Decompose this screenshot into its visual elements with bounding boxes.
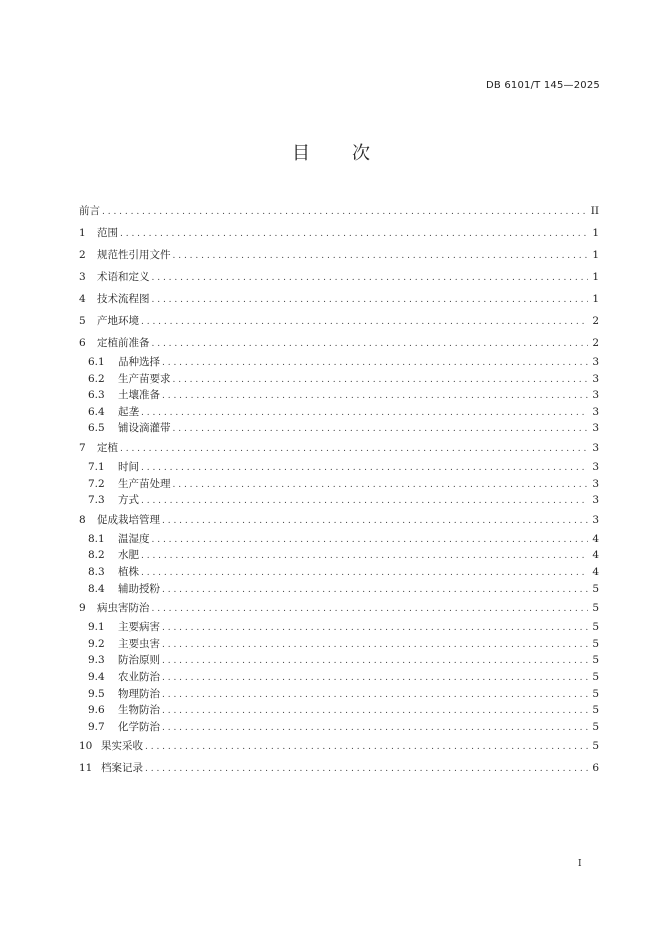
toc-entry[interactable] [79, 531, 599, 548]
toc-entry-page: 3 [592, 441, 599, 454]
toc-entry[interactable] [79, 310, 599, 332]
toc-entry-number: 8.4 [88, 582, 105, 595]
toc-entry-number: 6.5 [88, 422, 105, 435]
toc-leader-dots [162, 703, 588, 720]
toc-entry-number: 8.1 [88, 532, 105, 545]
toc-entry-number: 6.3 [88, 389, 105, 402]
toc-entry[interactable] [79, 476, 599, 493]
toc-entry-label: 品种选择 [118, 356, 160, 368]
toc-entry-page: 2 [592, 315, 599, 327]
toc-entry-number: 9 [79, 602, 86, 615]
toc-entry-page: II [590, 205, 599, 217]
toc-entry-page: 5 [592, 654, 599, 667]
toc-entry-number: 8 [79, 513, 86, 526]
toc-entry-label: 产地环境 [97, 315, 139, 327]
toc-entry-page: 5 [592, 720, 599, 733]
toc-entry-label: 前言 [79, 205, 100, 217]
toc-leader-dots [145, 736, 588, 758]
toc-leader-dots [162, 620, 588, 637]
toc-entry-label: 果实采收 [101, 740, 143, 753]
toc-entry[interactable] [79, 735, 599, 757]
toc-entry-page: 2 [592, 337, 599, 349]
toc-leader-dots [162, 355, 588, 372]
toc-entry[interactable] [79, 564, 599, 581]
toc-entry-label: 定植前准备 [97, 337, 150, 349]
toc-leader-dots [162, 637, 588, 654]
toc-entry-number: 10 [79, 740, 93, 753]
toc-entry-label: 植株 [118, 565, 139, 578]
toc-entry[interactable] [79, 509, 599, 531]
table-of-contents [79, 200, 599, 779]
toc-leader-dots [141, 548, 588, 565]
toc-leader-dots [162, 687, 588, 704]
toc-entry-number: 9.3 [88, 654, 105, 667]
toc-entry-number: 11 [79, 762, 93, 775]
toc-leader-dots [162, 653, 588, 670]
toc-leader-dots [162, 582, 588, 599]
toc-entry[interactable] [79, 702, 599, 719]
toc-entry-number: 9.6 [88, 704, 105, 717]
toc-entry[interactable] [79, 636, 599, 653]
toc-entry-label: 农业防治 [118, 670, 160, 683]
toc-entry-number: 6.2 [88, 372, 105, 385]
toc-entry[interactable] [79, 387, 599, 404]
toc-entry-label: 范围 [97, 227, 118, 239]
toc-entry-number: 7.1 [88, 460, 105, 473]
toc-entry[interactable] [79, 719, 599, 736]
toc-entry-page: 5 [592, 670, 599, 683]
toc-entry-label: 辅助授粉 [118, 582, 160, 595]
toc-leader-dots [145, 758, 588, 780]
toc-entry-page: 3 [592, 460, 599, 473]
toc-leader-dots [102, 201, 587, 223]
toc-entry[interactable] [79, 652, 599, 669]
toc-entry-number: 9.1 [88, 621, 105, 634]
toc-entry-page: 5 [592, 740, 599, 753]
toc-entry[interactable] [79, 244, 599, 266]
toc-entry-page: 4 [592, 549, 599, 562]
toc-leader-dots [162, 670, 588, 687]
toc-entry-label: 水肥 [118, 549, 139, 562]
toc-leader-dots [173, 245, 589, 267]
toc-entry[interactable] [79, 581, 599, 598]
toc-entry-label: 规范性引用文件 [97, 249, 171, 261]
toc-entry-label: 技术流程图 [97, 293, 150, 305]
toc-entry[interactable] [79, 597, 599, 619]
toc-entry[interactable] [79, 547, 599, 564]
document-code: DB 6101/T 145—2025 [486, 80, 600, 91]
title-char-right: 次 [352, 143, 370, 164]
title-char-left: 目 [292, 143, 310, 164]
toc-entry-label: 物理防治 [118, 687, 160, 700]
toc-leader-dots [162, 510, 588, 532]
toc-leader-dots [152, 289, 589, 311]
toc-entry-number: 1 [79, 227, 86, 239]
toc-entry-page: 1 [592, 271, 599, 283]
toc-leader-dots [152, 598, 589, 620]
toc-entry-page: 1 [592, 227, 599, 239]
toc-entry-number: 5 [79, 315, 86, 327]
toc-entry[interactable] [79, 420, 599, 437]
toc-leader-dots [162, 388, 588, 405]
toc-entry-page: 3 [592, 389, 599, 402]
toc-entry-number: 7.3 [88, 494, 105, 507]
toc-entry-label: 定植 [97, 441, 118, 454]
toc-entry-page: 5 [592, 704, 599, 717]
toc-entry-label: 档案记录 [101, 762, 143, 775]
toc-entry[interactable] [79, 354, 599, 371]
toc-entry-number: 8.3 [88, 565, 105, 578]
toc-entry-label: 温湿度 [118, 532, 150, 545]
toc-entry[interactable] [79, 757, 599, 779]
toc-entry-label: 起垄 [118, 405, 139, 418]
toc-entry[interactable] [79, 332, 599, 354]
toc-entry-label: 防治原则 [118, 654, 160, 667]
toc-entry[interactable] [79, 404, 599, 421]
toc-leader-dots [152, 267, 589, 289]
toc-entry[interactable] [79, 437, 599, 459]
toc-entry-number: 6 [79, 337, 86, 349]
toc-leader-dots [152, 333, 589, 355]
toc-leader-dots [173, 372, 589, 389]
page-number: I [578, 859, 582, 869]
toc-entry-page: 5 [592, 602, 599, 615]
toc-entry[interactable] [79, 669, 599, 686]
toc-leader-dots [120, 223, 588, 245]
toc-leader-dots [162, 720, 588, 737]
toc-entry-page: 5 [592, 621, 599, 634]
toc-entry-number: 3 [79, 271, 86, 283]
toc-entry-label: 铺设滴灌带 [118, 422, 171, 435]
toc-entry-number: 9.7 [88, 720, 105, 733]
toc-entry-number: 4 [79, 293, 86, 305]
toc-entry-label: 主要病害 [118, 621, 160, 634]
toc-leader-dots [173, 421, 589, 438]
toc-entry[interactable] [79, 459, 599, 476]
toc-entry-page: 5 [592, 687, 599, 700]
toc-entry-label: 化学防治 [118, 720, 160, 733]
toc-entry-page: 3 [592, 372, 599, 385]
toc-entry-label: 方式 [118, 494, 139, 507]
toc-entry-label: 时间 [118, 460, 139, 473]
toc-entry[interactable] [79, 200, 599, 222]
toc-leader-dots [173, 477, 589, 494]
toc-entry[interactable] [79, 619, 599, 636]
toc-entry-page: 1 [592, 249, 599, 261]
toc-entry-number: 9.2 [88, 637, 105, 650]
toc-leader-dots [141, 311, 588, 333]
toc-entry-number: 2 [79, 249, 86, 261]
toc-entry-page: 3 [592, 494, 599, 507]
toc-entry-number: 7 [79, 441, 86, 454]
toc-entry-number: 9.4 [88, 670, 105, 683]
toc-leader-dots [141, 565, 588, 582]
toc-entry-number: 9.5 [88, 687, 105, 700]
toc-entry-page: 5 [592, 637, 599, 650]
toc-entry-page: 5 [592, 582, 599, 595]
toc-entry-page: 1 [592, 293, 599, 305]
toc-entry-page: 6 [592, 762, 599, 775]
toc-entry-page: 4 [592, 565, 599, 578]
toc-entry-page: 3 [592, 513, 599, 526]
toc-entry[interactable] [79, 686, 599, 703]
toc-entry[interactable] [79, 492, 599, 509]
toc-entry-label: 病虫害防治 [97, 602, 150, 615]
toc-entry-page: 3 [592, 422, 599, 435]
toc-leader-dots [120, 438, 588, 460]
toc-entry-label: 主要虫害 [118, 637, 160, 650]
toc-entry[interactable] [79, 222, 599, 244]
toc-entry[interactable] [79, 288, 599, 310]
toc-entry-label: 促成栽培管理 [97, 513, 160, 526]
toc-leader-dots [141, 493, 588, 510]
toc-entry-label: 生产苗要求 [118, 372, 171, 385]
toc-entry-page: 3 [592, 405, 599, 418]
toc-entry-number: 7.2 [88, 477, 105, 490]
toc-entry-page: 3 [592, 477, 599, 490]
toc-entry-label: 土壤准备 [118, 389, 160, 402]
toc-entry-page: 4 [592, 532, 599, 545]
toc-leader-dots [141, 460, 588, 477]
toc-entry-number: 6.4 [88, 405, 105, 418]
toc-leader-dots [141, 405, 588, 422]
toc-entry-number: 8.2 [88, 549, 105, 562]
page-title [0, 139, 662, 165]
toc-leader-dots [152, 532, 589, 549]
toc-entry[interactable] [79, 266, 599, 288]
toc-entry[interactable] [79, 371, 599, 388]
toc-entry-page: 3 [592, 356, 599, 368]
toc-entry-label: 术语和定义 [97, 271, 150, 283]
toc-entry-label: 生物防治 [118, 704, 160, 717]
toc-entry-number: 6.1 [88, 356, 105, 368]
toc-entry-label: 生产苗处理 [118, 477, 171, 490]
